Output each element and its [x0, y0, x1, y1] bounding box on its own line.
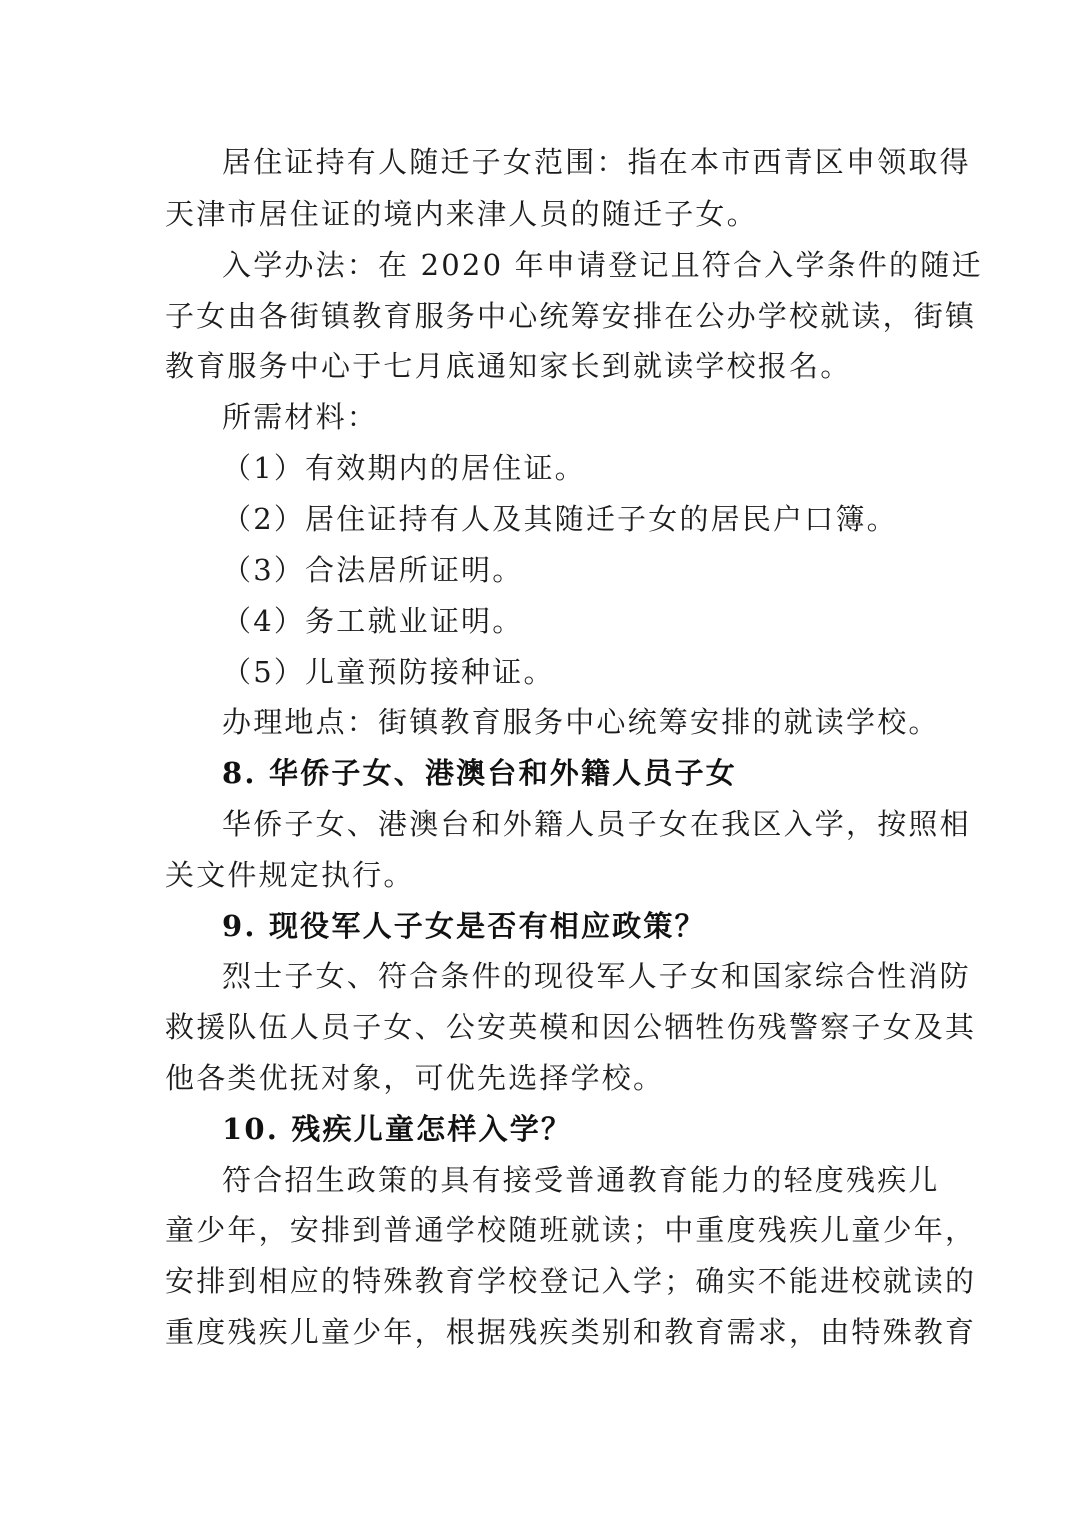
material-item-4: （4）务工就业证明。 — [222, 604, 524, 638]
paragraph-enrollment-method-line-3: 教育服务中心于七月底通知家长到就读学校报名。 — [165, 349, 852, 383]
section-heading-9: 9. 现役军人子女是否有相应政策？ — [222, 909, 706, 943]
section-10-line-2: 童少年，安排到普通学校随班就读；中重度残疾儿童少年， — [165, 1213, 977, 1247]
paragraph-residence-scope-line-1: 居住证持有人随迁子女范围：指在本市西青区申领取得 — [222, 145, 971, 179]
section-heading-8: 8. 华侨子女、港澳台和外籍人员子女 — [222, 756, 737, 790]
paragraph-residence-scope-line-2: 天津市居住证的境内来津人员的随迁子女。 — [165, 197, 758, 231]
paragraph-enrollment-method-line-2: 子女由各街镇教育服务中心统筹安排在公办学校就读，街镇 — [165, 299, 977, 333]
section-8-line-1: 华侨子女、港澳台和外籍人员子女在我区入学，按照相 — [222, 807, 971, 841]
section-8-line-2: 关文件规定执行。 — [165, 858, 415, 892]
section-9-line-3: 他各类优抚对象，可优先选择学校。 — [165, 1061, 665, 1095]
section-9-line-1: 烈士子女、符合条件的现役军人子女和国家综合性消防 — [222, 959, 971, 993]
paragraph-enrollment-method-line-1: 入学办法：在 2020 年申请登记且符合入学条件的随迁 — [222, 248, 983, 282]
section-9-line-2: 救援队伍人员子女、公安英模和因公牺牲伤残警察子女及其 — [165, 1010, 977, 1044]
section-10-line-3: 安排到相应的特殊教育学校登记入学；确实不能进校就读的 — [165, 1264, 977, 1298]
material-item-5: （5）儿童预防接种证。 — [222, 655, 555, 689]
section-heading-10: 10. 残疾儿童怎样入学？ — [222, 1112, 573, 1146]
processing-location: 办理地点：街镇教育服务中心统筹安排的就读学校。 — [222, 705, 940, 739]
material-item-2: （2）居住证持有人及其随迁子女的居民户口簿。 — [222, 502, 898, 536]
section-10-line-4: 重度残疾儿童少年，根据残疾类别和教育需求，由特殊教育 — [165, 1315, 977, 1349]
required-materials-label: 所需材料： — [222, 400, 379, 434]
material-item-3: （3）合法居所证明。 — [222, 553, 524, 587]
section-10-line-1: 符合招生政策的具有接受普通教育能力的轻度残疾儿 — [222, 1163, 940, 1197]
material-item-1: （1）有效期内的居住证。 — [222, 451, 586, 485]
